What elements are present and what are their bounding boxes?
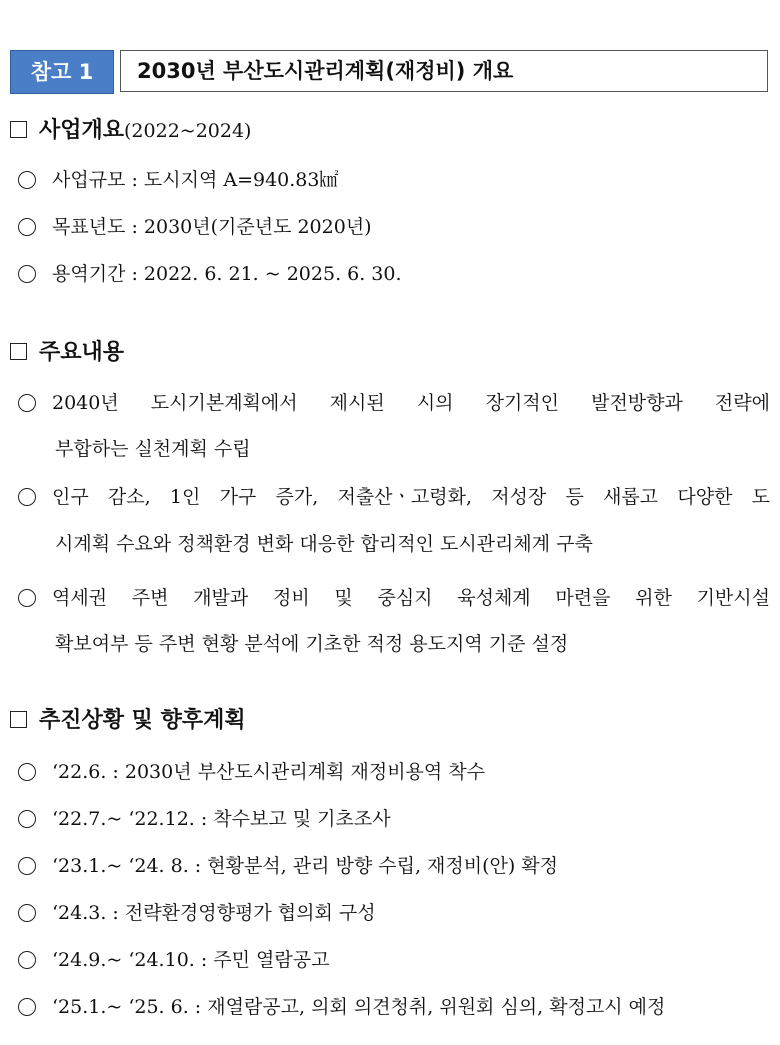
list-item-text: 사업규모 : 도시지역 A=940.83㎢	[52, 169, 339, 191]
list-item-text: ‘22.7.~ ‘22.12. : 착수보고 및 기초조사	[52, 808, 391, 830]
circle-bullet-icon	[18, 171, 36, 189]
list-item-text: ‘24.3. : 전략환경영향평가 협의회 구성	[52, 902, 376, 924]
list-item-continuation: 확보여부 등 주변 현황 분석에 기초한 적정 용도지역 기준 설정	[55, 633, 569, 655]
section-heading-period: (2022~2024)	[124, 120, 252, 142]
section-heading-progress	[10, 706, 246, 736]
list-item-text: ‘23.1.~ ‘24. 8. : 현황분석, 관리 방향 수립, 재정비(안) 확정	[52, 855, 559, 877]
list-item	[18, 259, 402, 289]
list-item	[18, 945, 329, 975]
list-item	[18, 583, 770, 613]
circle-bullet-icon	[18, 394, 36, 412]
list-item-text: ‘22.6. : 2030년 부산도시관리계획 재정비용역 착수	[52, 761, 486, 783]
circle-bullet-icon	[18, 904, 36, 922]
list-item-text: 2040년 도시기본계획에서 제시된 시의 장기적인 발전방향과 전략에	[52, 392, 770, 414]
list-item	[18, 212, 372, 242]
list-item-continuation: 부합하는 실천계획 수립	[55, 438, 251, 460]
document-title: 2030년 부산도시관리계획(재정비) 개요	[120, 50, 768, 92]
list-item-text: 역세권 주변 개발과 정비 및 중심지 육성체계 마련을 위한 기반시설	[52, 587, 770, 609]
list-item-text: 인구 감소, 1인 가구 증가, 저출산ㆍ고령화, 저성장 등 새롭고 다양한 도	[52, 486, 770, 508]
list-item	[18, 165, 338, 195]
list-item	[18, 482, 770, 512]
list-item	[18, 898, 376, 928]
section-heading-main-content	[10, 338, 124, 368]
section-heading-overview	[10, 116, 251, 146]
circle-bullet-icon	[18, 951, 36, 969]
list-item-text: 목표년도 : 2030년(기준년도 2020년)	[52, 216, 372, 238]
list-item	[18, 851, 558, 881]
reference-tag: 참고 1	[10, 50, 114, 94]
list-item	[18, 757, 485, 787]
circle-bullet-icon	[18, 763, 36, 781]
checkbox-square-icon	[10, 711, 27, 728]
circle-bullet-icon	[18, 488, 36, 506]
circle-bullet-icon	[18, 998, 36, 1016]
list-item-text: ‘25.1.~ ‘25. 6. : 재열람공고, 의회 의견청취, 위원회 심의, 확정고시 예정	[52, 996, 666, 1018]
circle-bullet-icon	[18, 589, 36, 607]
list-item-text: ‘24.9.~ ‘24.10. : 주민 열람공고	[52, 949, 330, 971]
list-item-continuation: 시계획 수요와 정책환경 변화 대응한 합리적인 도시관리체계 구축	[55, 533, 593, 555]
list-item	[18, 388, 770, 418]
circle-bullet-icon	[18, 857, 36, 875]
section-heading-text: 주요내용	[39, 340, 125, 365]
circle-bullet-icon	[18, 265, 36, 283]
document-header	[10, 50, 770, 94]
section-heading-text: 사업개요	[39, 118, 125, 143]
list-item-text: 용역기간 : 2022. 6. 21. ~ 2025. 6. 30.	[52, 263, 402, 285]
list-item	[18, 804, 391, 834]
circle-bullet-icon	[18, 810, 36, 828]
checkbox-square-icon	[10, 121, 27, 138]
checkbox-square-icon	[10, 343, 27, 360]
list-item	[18, 992, 665, 1022]
circle-bullet-icon	[18, 218, 36, 236]
section-heading-text: 추진상황 및 향후계획	[39, 708, 246, 733]
